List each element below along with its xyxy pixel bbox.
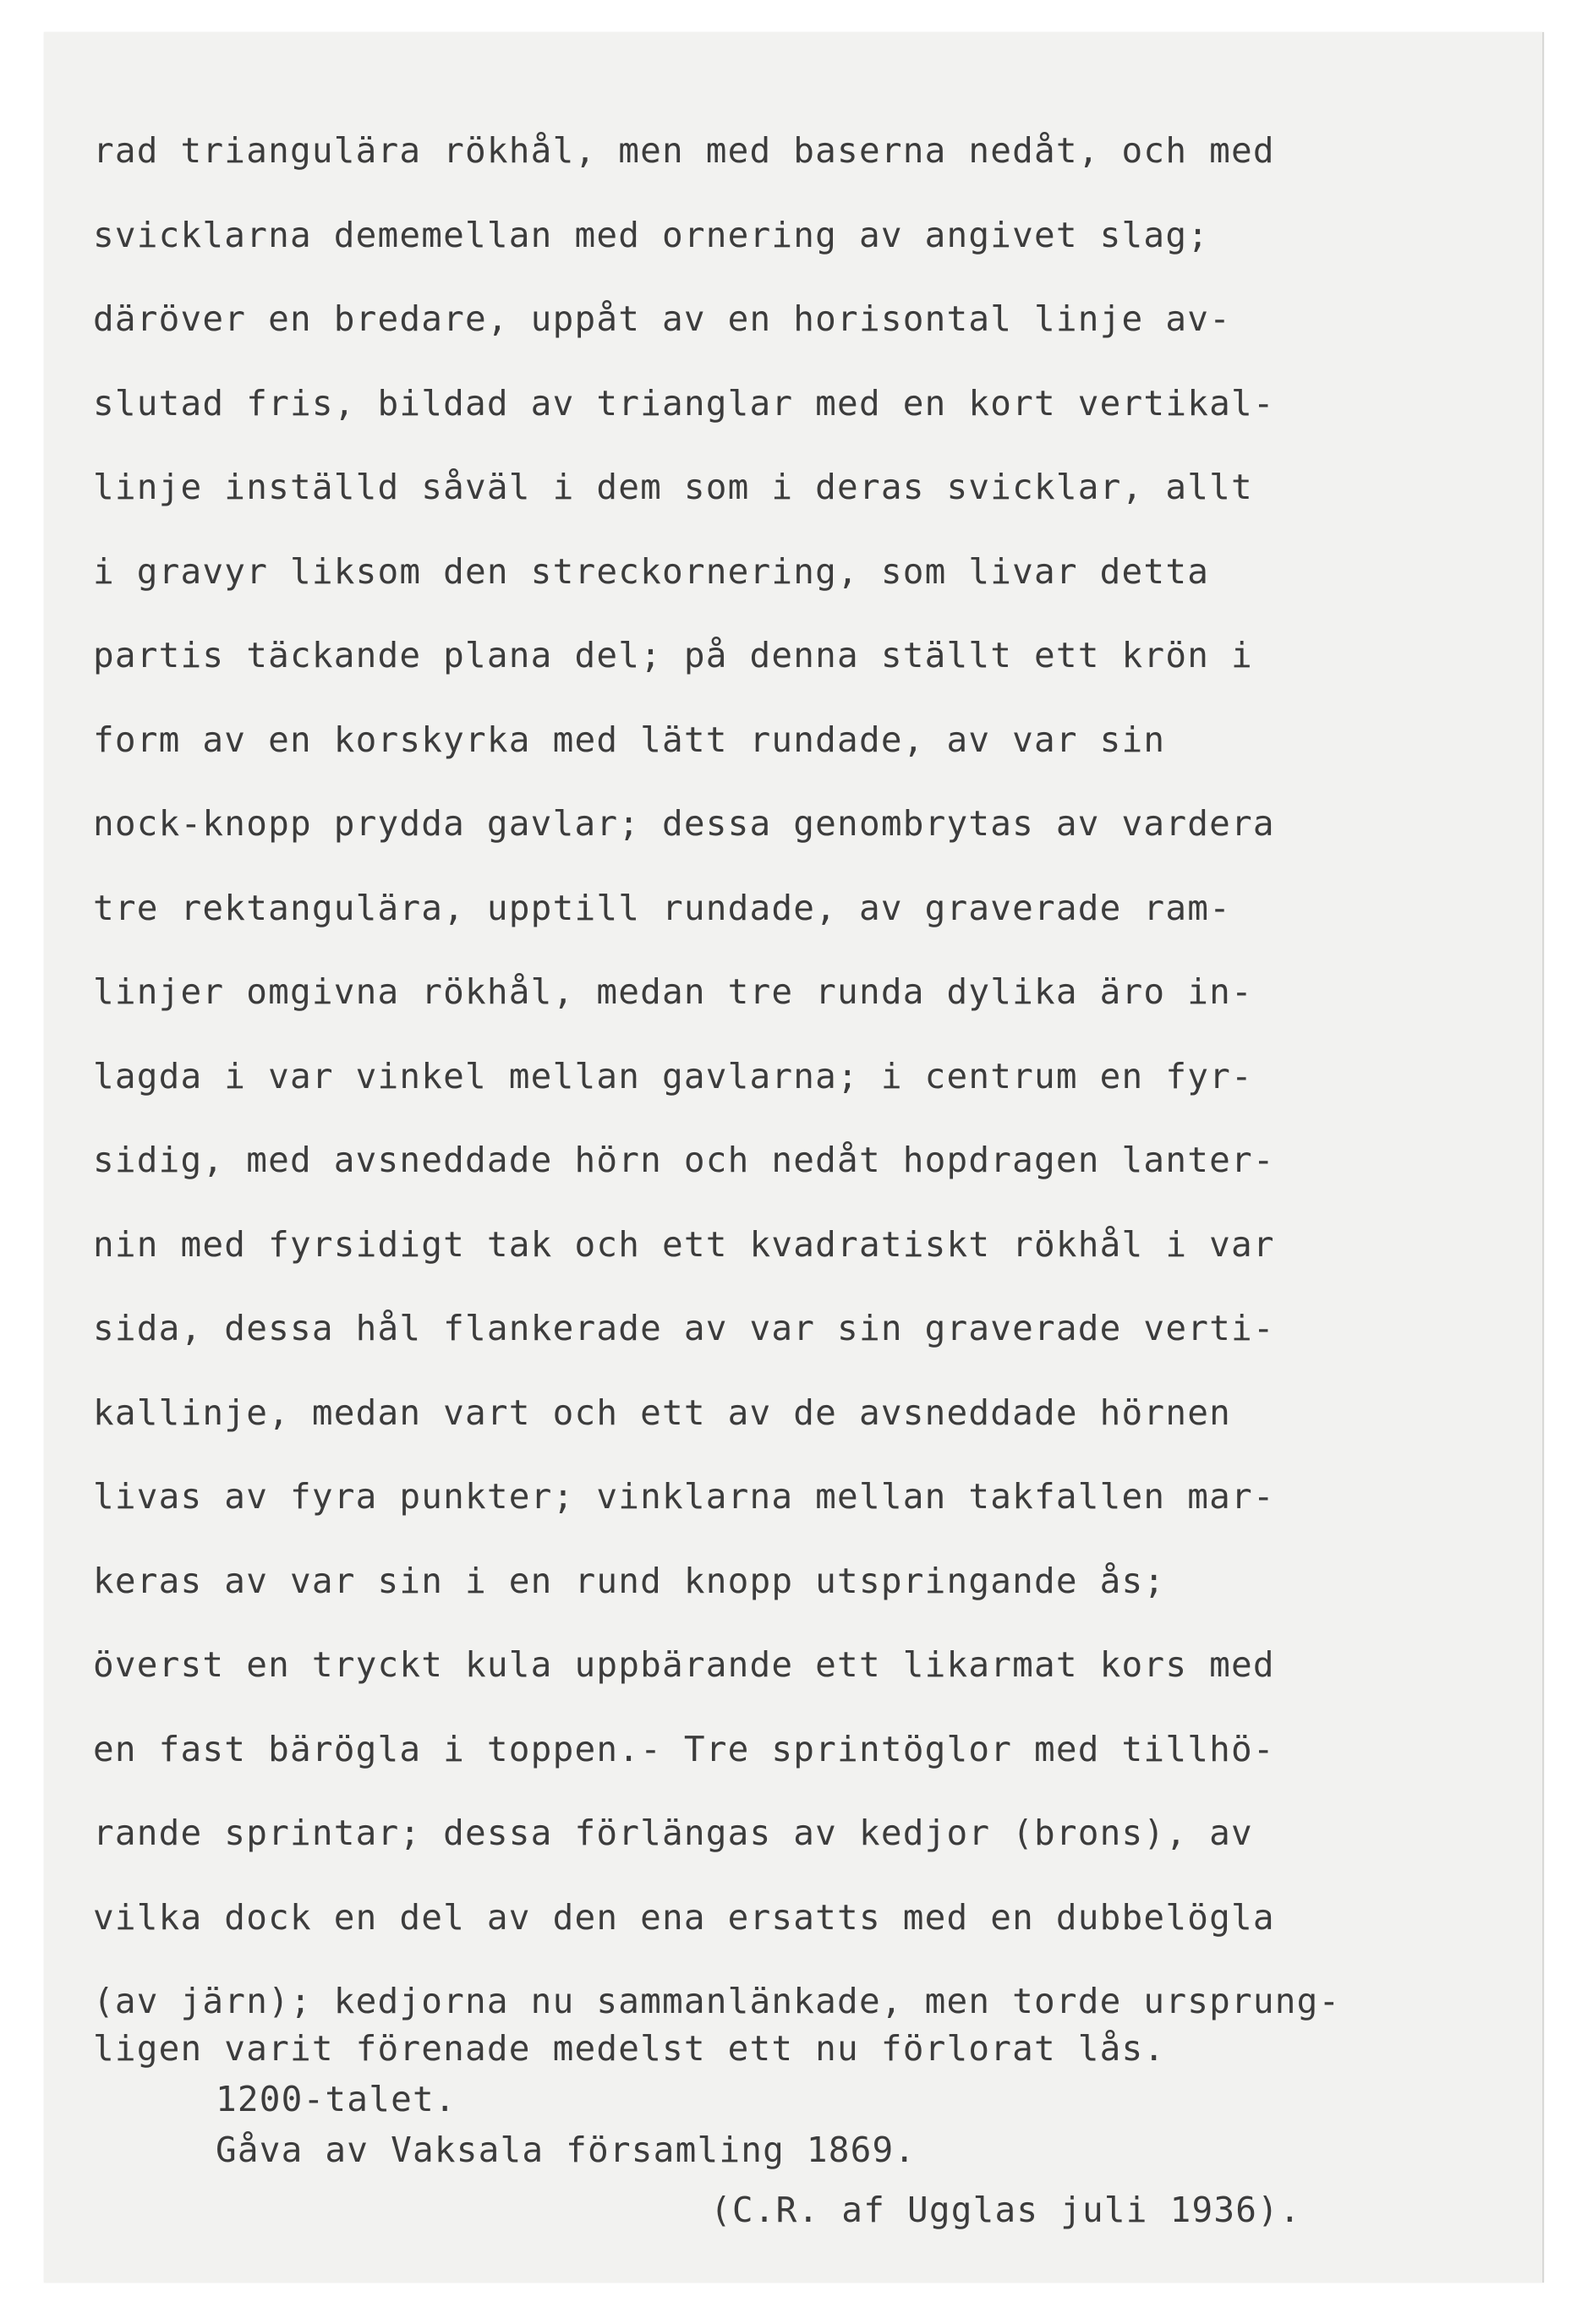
text-line: keras av var sin i en rund knopp utspringande ås; xyxy=(93,1561,1166,1601)
text-line: kallinje, medan vart och ett av de avsneddade hörnen xyxy=(93,1392,1231,1433)
date-line: 1200-talet. xyxy=(216,2079,457,2119)
text-line: rande sprintar; dessa förlängas av kedjor (brons), av xyxy=(93,1813,1253,1853)
text-line: lagda i var vinkel mellan gavlarna; i centrum en fyr- xyxy=(93,1056,1253,1096)
text-line: en fast bärögla i toppen.- Tre sprintöglor med tillhö- xyxy=(93,1729,1275,1769)
text-line: vilka dock en del av den ena ersatts med en dubbelögla xyxy=(93,1897,1275,1938)
text-line: slutad fris, bildad av trianglar med en kort vertikal- xyxy=(93,383,1275,424)
text-line: däröver en bredare, uppåt av en horisontal linje av- xyxy=(93,298,1231,339)
text-line: överst en tryckt kula uppbärande ett likarmat kors med xyxy=(93,1644,1275,1685)
text-line: nin med fyrsidigt tak och ett kvadratiskt rökhål i var xyxy=(93,1224,1275,1265)
text-line: (av järn); kedjorna nu sammanlänkade, men torde ursprung- xyxy=(93,1981,1341,2021)
text-line: tre rektangulära, upptill rundade, av graverade ram- xyxy=(93,888,1231,928)
text-line: linje inställd såväl i dem som i deras svicklar, allt xyxy=(93,467,1253,507)
text-line: ligen varit förenade medelst ett nu förlorat lås. xyxy=(93,2028,1166,2069)
text-line: linjer omgivna rökhål, medan tre runda dylika äro in- xyxy=(93,971,1253,1012)
text-line: nock-knopp prydda gavlar; dessa genombrytas av vardera xyxy=(93,803,1275,844)
text-line: i gravyr liksom den streckornering, som livar detta xyxy=(93,551,1210,592)
text-line: form av en korskyrka med lätt rundade, av var sin xyxy=(93,719,1166,760)
text-line: svicklarna dememellan med ornering av angivet slag; xyxy=(93,215,1210,255)
signature: (C.R. af Ugglas juli 1936). xyxy=(710,2190,1301,2230)
text-line: sidig, med avsneddade hörn och nedåt hopdragen lanter- xyxy=(93,1140,1275,1180)
text-line: rad triangulära rökhål, men med baserna nedåt, och med xyxy=(93,130,1275,171)
text-line: livas av fyra punkter; vinklarna mellan takfallen mar- xyxy=(93,1476,1275,1517)
gift-line: Gåva av Vaksala församling 1869. xyxy=(216,2130,917,2170)
text-line: partis täckande plana del; på denna ställt ett krön i xyxy=(93,635,1253,675)
text-line: sida, dessa hål flankerade av var sin graverade verti- xyxy=(93,1308,1275,1348)
